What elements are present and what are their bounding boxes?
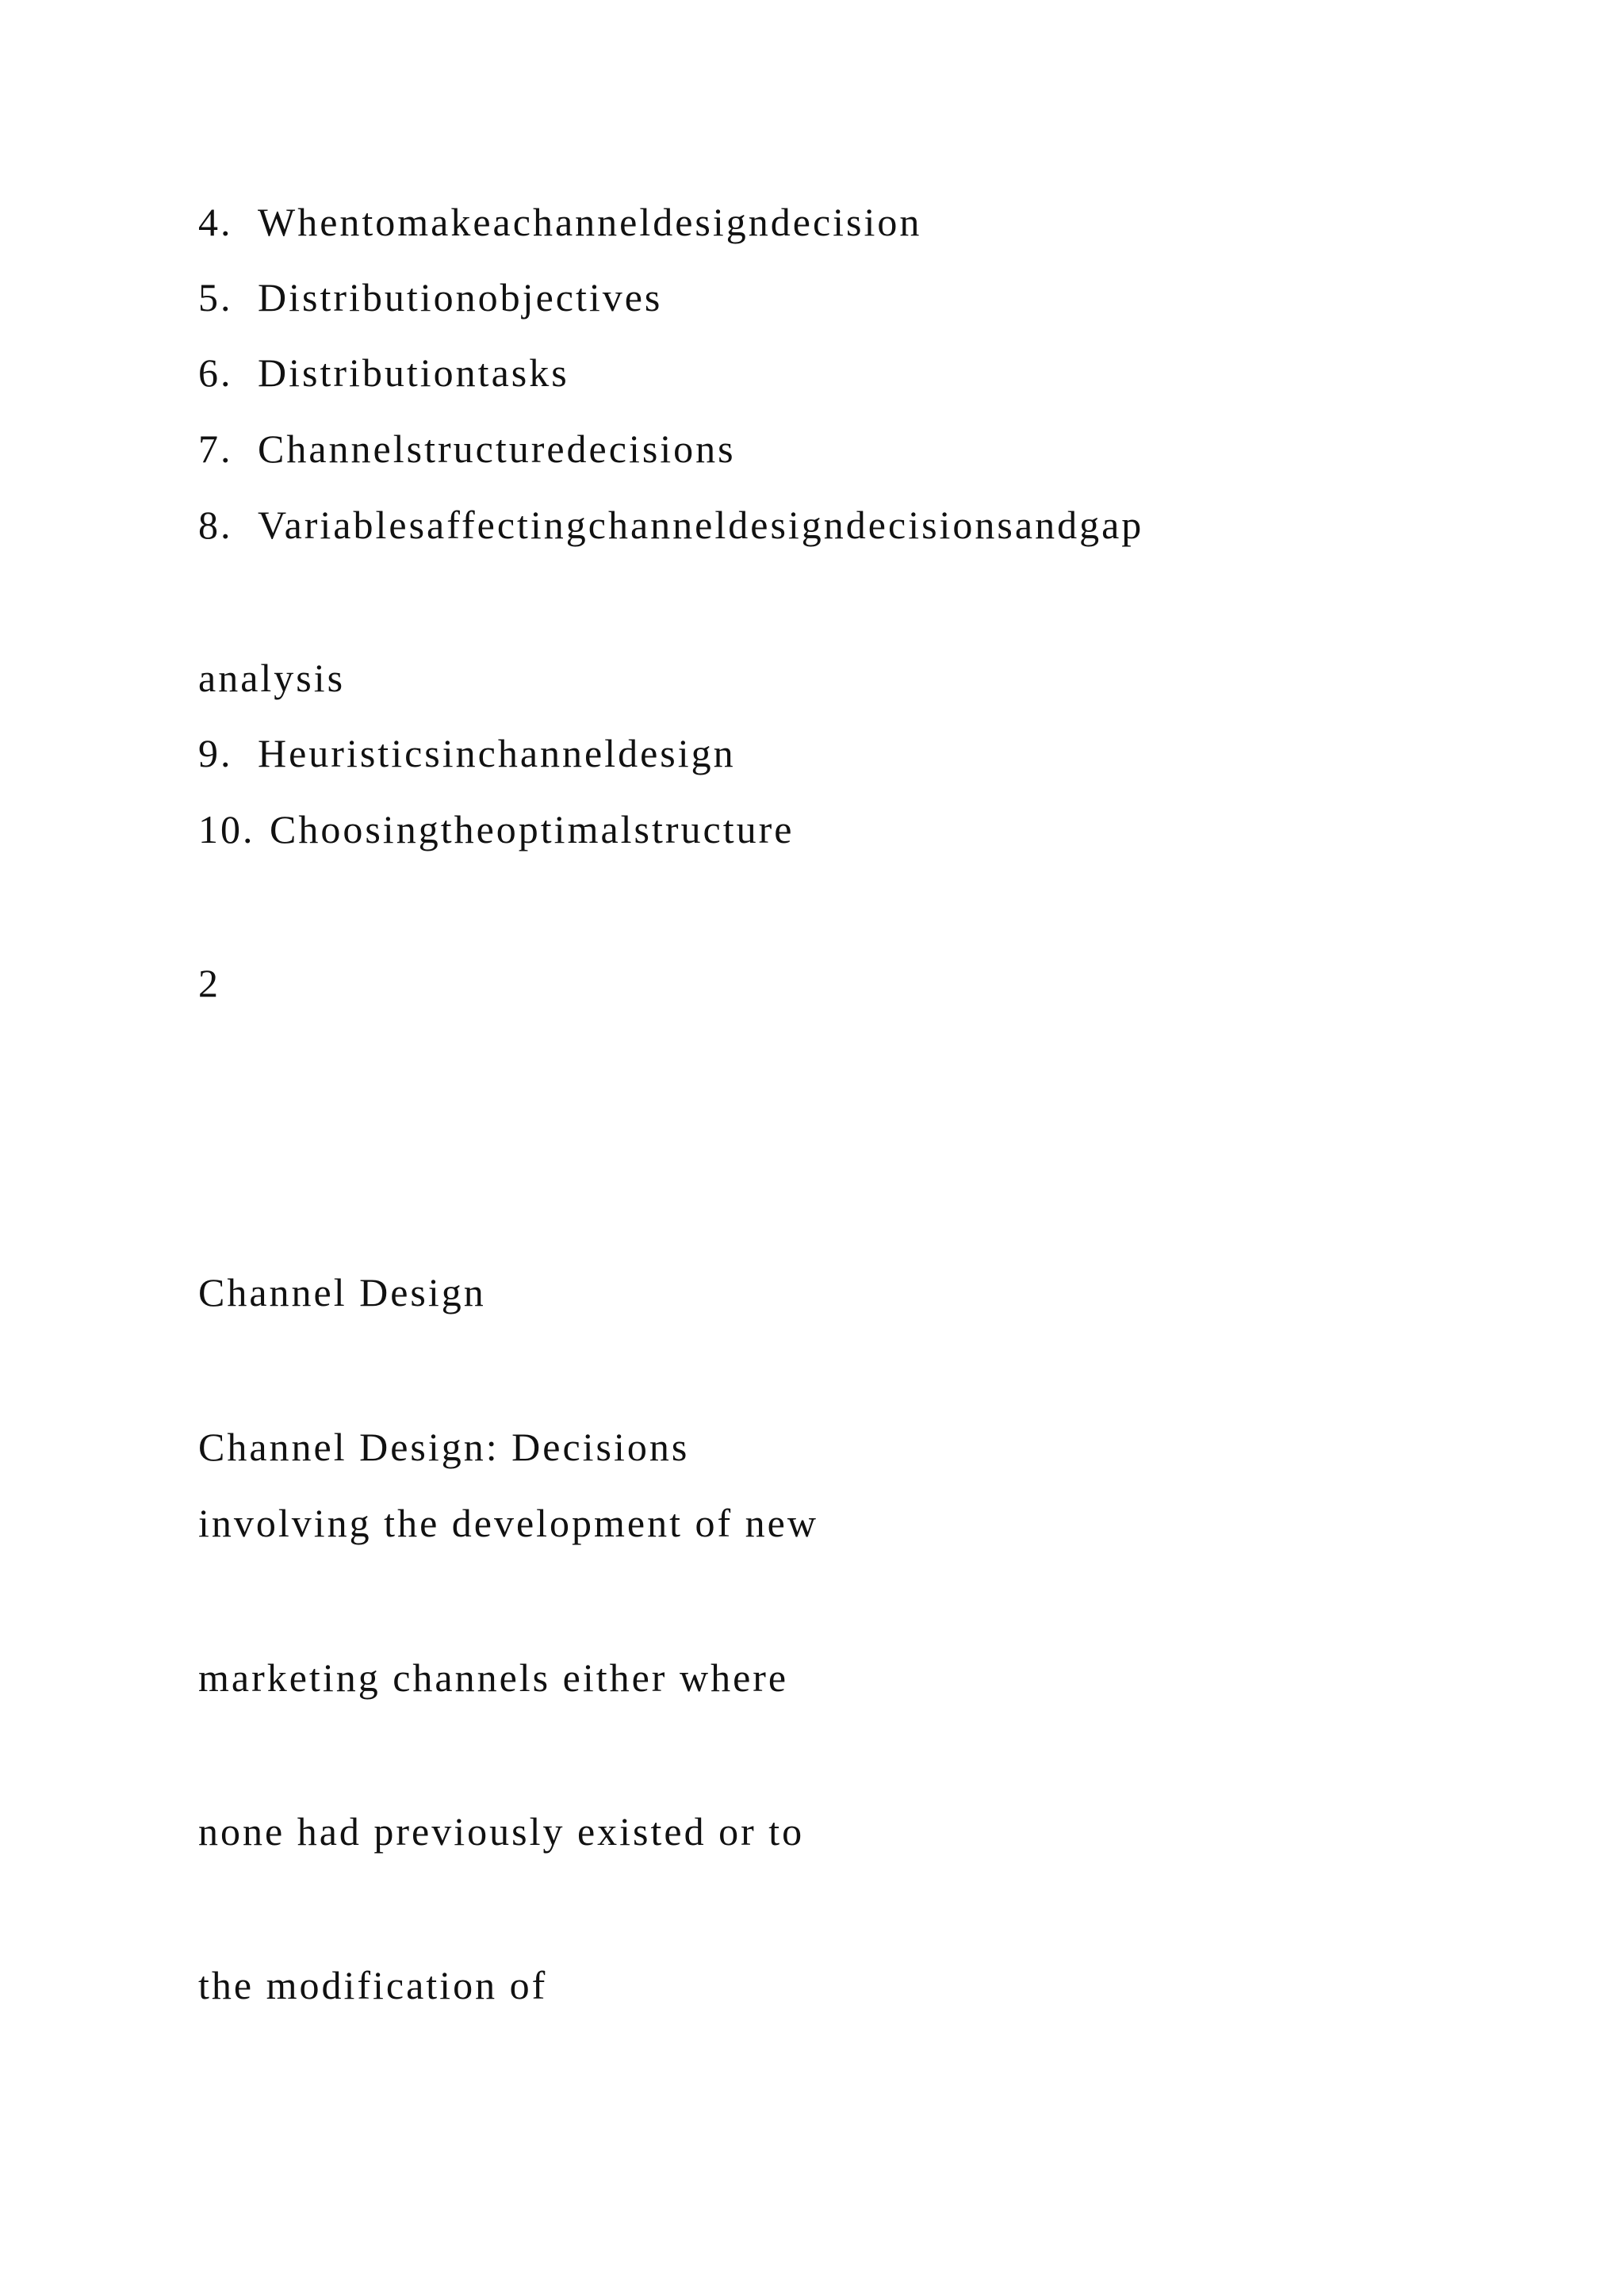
definition-line: Channel Design: Decisions <box>198 1425 690 1469</box>
outline-item-6 <box>198 349 569 396</box>
outline-item-text: Variablesaffectingchanneldesigndecisionsandgap <box>258 503 1144 547</box>
outline-item-9 <box>198 729 736 777</box>
definition-line: none had previously existed or to <box>198 1809 805 1854</box>
definition-line: the modification of <box>198 1963 548 2007</box>
outline-item-8 <box>198 501 1143 549</box>
outline-item-text: Heuristicsinchanneldesign <box>258 731 736 775</box>
definition-line: marketing channels either where <box>198 1655 789 1700</box>
outline-item-text: Choosingtheoptimalstructure <box>270 807 795 851</box>
outline-item-7 <box>198 425 736 473</box>
outline-item-number: 9. <box>198 731 233 775</box>
outline-item-number: 10. <box>198 807 255 851</box>
outline-item-text: analysis <box>198 656 346 700</box>
outline-item-text: Distributiontasks <box>258 350 569 395</box>
outline-item-number: 8. <box>198 503 233 547</box>
section-heading: Channel Design <box>198 1270 486 1314</box>
outline-item-number: 5. <box>198 275 233 320</box>
outline-item-text: Whentomakeachanneldesigndecision <box>258 200 922 244</box>
outline-item-5 <box>198 274 662 321</box>
outline-item-number: 6. <box>198 350 233 395</box>
outline-item-number: 4. <box>198 200 233 244</box>
outline-item-text: Distributionobjectives <box>258 275 663 320</box>
outline-item-4 <box>198 198 921 246</box>
outline-item-8-continuation <box>198 654 345 702</box>
page-number: 2 <box>198 961 220 1005</box>
outline-item-text: Channelstructuredecisions <box>258 427 736 471</box>
outline-item-10 <box>198 806 794 853</box>
definition-line: involving the development of new <box>198 1501 818 1545</box>
outline-item-number: 7. <box>198 427 233 471</box>
